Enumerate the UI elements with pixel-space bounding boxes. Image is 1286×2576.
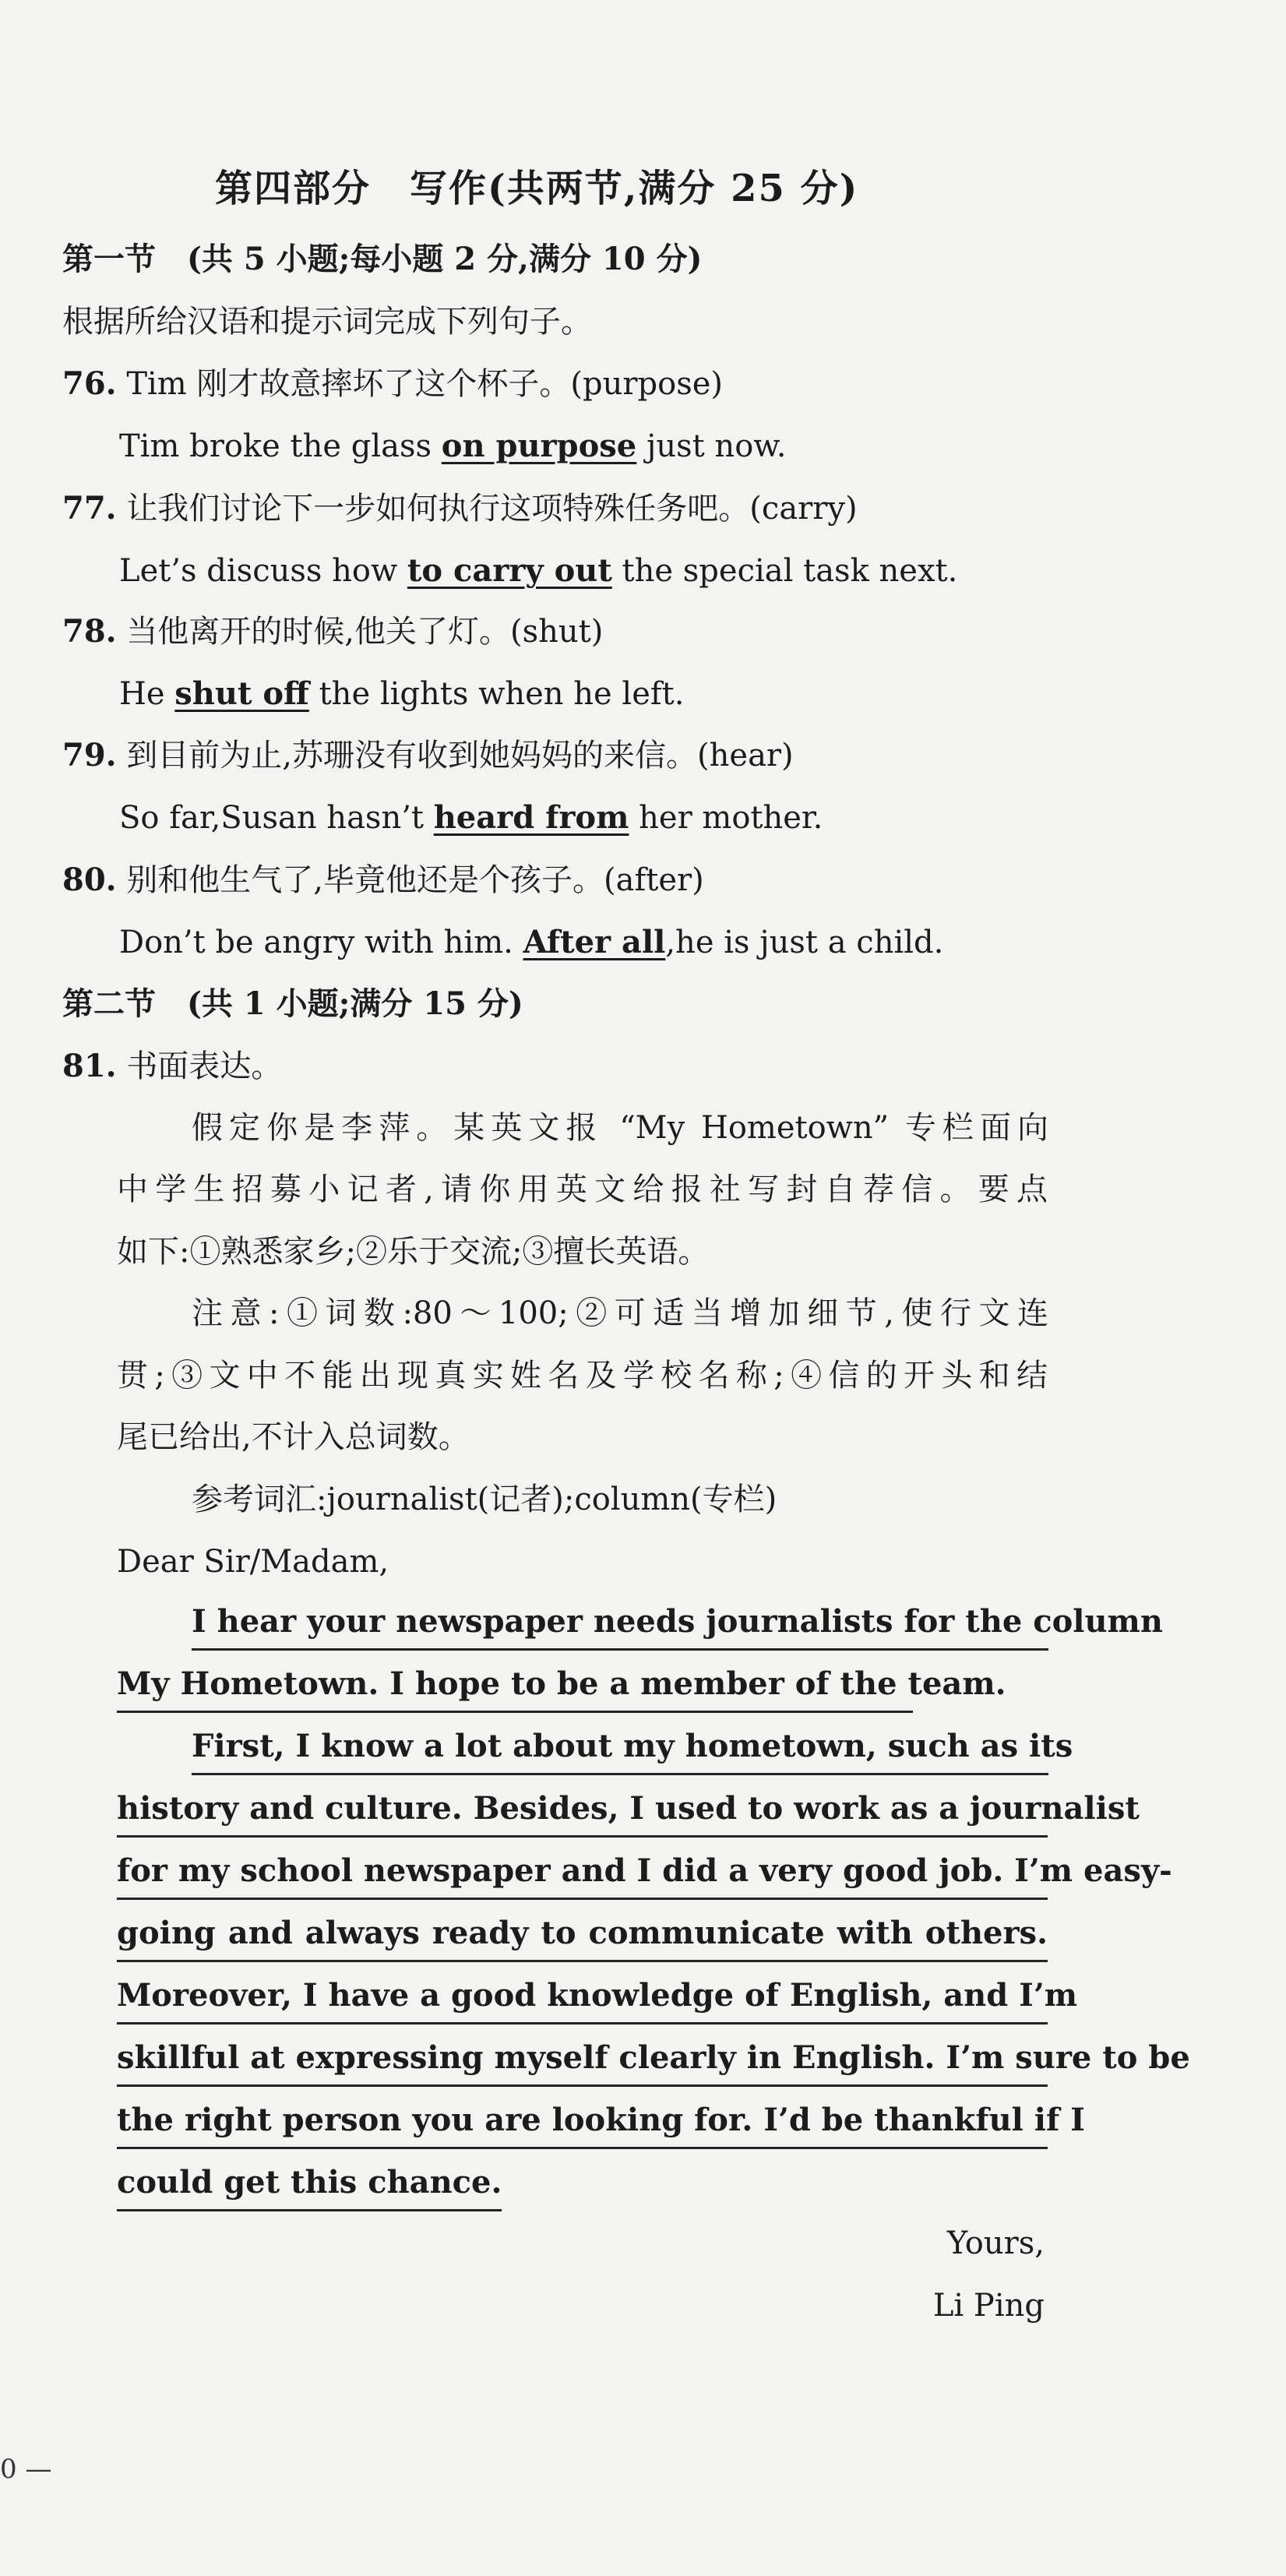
sentence-pre: So far,Susan hasn’t [119, 800, 434, 836]
salutation: Dear Sir/Madam, [117, 1544, 389, 1580]
question-80-prompt [62, 857, 704, 904]
task-para2-line1: 注意:①词数:80～100;②可适当增加细节,使行文连 [192, 1295, 1048, 1331]
essay-line: My Hometown. I hope to be a member of the team. [117, 1661, 913, 1713]
question-number: 81. [62, 1048, 117, 1084]
question-prompt: 到目前为止,苏珊没有收到她妈妈的来信。(hear) [126, 738, 794, 774]
task-para1-line3: 如下:①熟悉家乡;②乐于交流;③擅长英语。 [117, 1234, 710, 1270]
essay-line: Moreover, I have a good knowledge of English, and I’m [117, 1972, 1048, 2025]
question-number: 76. [62, 365, 117, 402]
sentence-post: just now. [636, 428, 787, 464]
part-title: 第四部分 写作(共两节,满分 25 分) [215, 167, 859, 210]
essay-line: history and culture. Besides, I used to work as a journalist [117, 1785, 1048, 1838]
sentence-pre: He [119, 676, 175, 712]
question-number: 79. [62, 737, 117, 774]
question-76-prompt [62, 361, 723, 407]
question-79-prompt [62, 732, 794, 779]
answer-text: to carry out [407, 552, 612, 589]
question-78-prompt [62, 608, 603, 655]
answer-text: After all [523, 924, 666, 960]
sentence-post: her mother. [629, 800, 823, 836]
task-para1-line2: 中学生招募小记者,请你用英文给报社写封自荐信。要点 [117, 1172, 1048, 1207]
essay-line: the right person you are looking for. I’d be thankful if I [117, 2097, 1048, 2149]
task-para2-line2: 贯;③文中不能出现真实姓名及学校名称;④信的开头和结 [117, 1358, 1048, 1394]
question-77-sentence [119, 548, 957, 594]
answer-text: on purpose [441, 428, 637, 464]
sentence-post: the special task next. [611, 553, 958, 589]
signature: Li Ping [932, 2288, 1045, 2324]
question-prompt: 让我们讨论下一步如何执行这项特殊任务吧。(carry) [126, 491, 858, 527]
essay-line: for my school newspaper and I did a very good job. I’m easy- [117, 1848, 1048, 1900]
sentence-post: ,he is just a child. [665, 925, 944, 960]
answer-text: shut off [174, 675, 309, 712]
question-81-label [62, 1043, 282, 1090]
question-78-sentence [119, 671, 684, 717]
page-footer: 0 — [0, 2454, 52, 2485]
essay-line: I hear your newspaper needs journalists for the column [192, 1598, 1048, 1651]
question-number: 77. [62, 490, 117, 527]
section1-heading: 第一节 (共 5 小题;每小题 2 分,满分 10 分) [62, 241, 703, 277]
sentence-post: the lights when he left. [308, 676, 685, 712]
vocab-hint: 参考词汇:journalist(记者);column(专栏) [192, 1482, 777, 1517]
question-number: 80. [62, 862, 117, 898]
essay-line: could get this chance. [117, 2159, 502, 2211]
task-para1-line1: 假定你是李萍。某英文报 “My Hometown” 专栏面向 [192, 1110, 1048, 1146]
essay-line: skillful at expressing myself clearly in English. I’m sure to be [117, 2035, 1048, 2087]
question-number: 78. [62, 613, 117, 650]
essay-line: First, I know a lot about my hometown, such as its [192, 1723, 1048, 1775]
question-prompt: 当他离开的时候,他关了灯。(shut) [126, 614, 604, 650]
task-para2-line3: 尾已给出,不计入总词数。 [117, 1419, 470, 1455]
closing: Yours, [946, 2225, 1045, 2261]
section2-heading: 第二节 (共 1 小题;满分 15 分) [62, 985, 523, 1022]
question-prompt: 别和他生气了,毕竟他还是个孩子。(after) [126, 862, 704, 898]
answer-text: heard from [433, 799, 629, 836]
sentence-pre: Tim broke the glass [119, 428, 442, 464]
question-prompt: Tim 刚才故意摔坏了这个杯子。(purpose) [126, 366, 724, 402]
question-80-sentence [119, 919, 943, 966]
sentence-pre: Let’s discuss how [119, 553, 407, 589]
sentence-pre: Don’t be angry with him. [119, 925, 523, 960]
question-76-sentence [119, 423, 786, 470]
question-prompt: 书面表达。 [126, 1048, 283, 1084]
question-77-prompt [62, 485, 858, 532]
essay-line: going and always ready to communicate with others. [117, 1910, 1048, 1962]
section1-instruction: 根据所给汉语和提示词完成下列句子。 [62, 304, 592, 340]
question-79-sentence [119, 795, 823, 841]
